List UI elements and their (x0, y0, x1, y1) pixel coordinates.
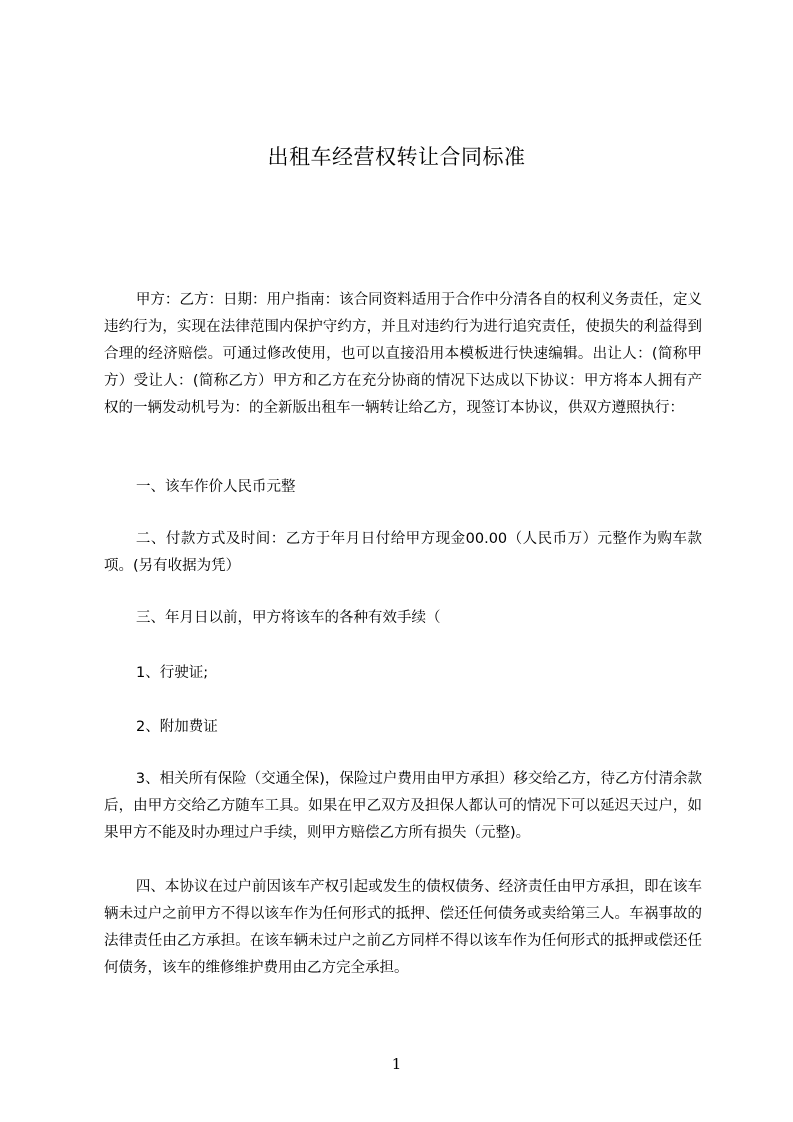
clause-1: 一、该车作价人民币元整 (136, 479, 296, 495)
document-title: 出租车经营权转让合同标准 (267, 145, 526, 169)
list-item-fee-certificate: 2、附加费证 (136, 719, 218, 735)
list-item-insurance: 3、相关所有保险（交通全保)，保险过户费用由甲方承担）移交给乙方，待乙方付清余款后，由甲方交给乙方随车工具。如果在甲乙双方及担保人都认可的情况下可以延迟天过户，如果甲方不能及时办理过户手续，则甲方赔偿乙方所有损失（元整)。 (104, 771, 702, 841)
page-number: 1 (391, 1055, 402, 1073)
clause-2: 二、付款方式及时间：乙方于年月日付给甲方现金00.00（人民币万）元整作为购车款项。(另有收据为凭） (104, 531, 702, 574)
clause-3: 三、年月日以前，甲方将该车的各种有效手续（ (136, 610, 441, 626)
list-item-license: 1、行驶证; (136, 665, 209, 681)
intro-paragraph: 甲方：乙方：日期：用户指南：该合同资料适用于合作中分清各自的权利义务责任，定义违约行为，实现在法律范围内保护守约方，并且对违约行为进行追究责任，使损失的利益得到合理的经济赔偿。可通过修改使用，也可以直接沿用本模板进行快速编辑。出让人：(简称甲方）受让人：(简称乙方）甲方和乙方在充分协商的情况下达成以下协议：甲方将本人拥有产权的一辆发动机号为：的全新版出租车一辆转让给乙方，现签订本协议，供双方遵照执行： (104, 292, 702, 416)
clause-4: 四、本协议在过户前因该车产权引起或发生的债权债务、经济责任由甲方承担，即在该车辆未过户之前甲方不得以该车作为任何形式的抵押、偿还任何债务或卖给第三人。车祸事故的法律责任由乙方承担。在该车辆未过户之前乙方同样不得以该车作为任何形式的抵押或偿还任何债务，该车的维修维护费用由乙方完全承担。 (104, 879, 702, 976)
